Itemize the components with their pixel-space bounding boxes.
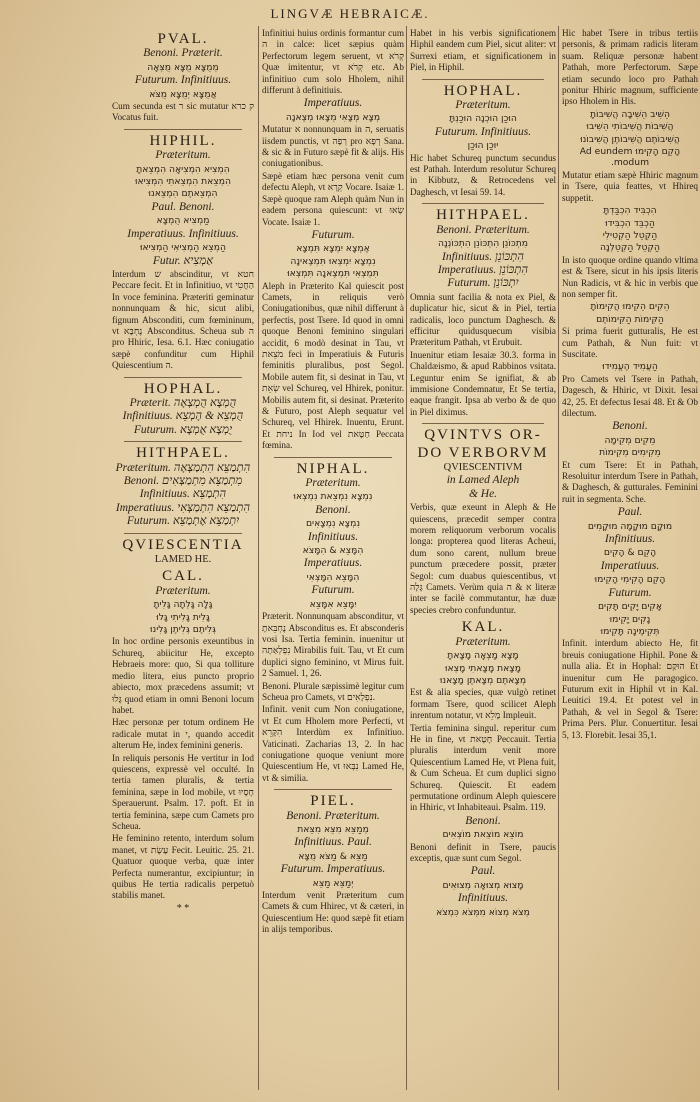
paragraph: Interdum ש abscinditur, vt חטא Peccare fecit. Et in Infinitiuo, vt הַחֲטִי In voce feminina. Præteriti geminatur nonnunquam & hic, sicut alibi, fignum Absconditi, cum fœmininum, vt נֶחְבָּא Absconditus. Scheua sub ה pro Hhiric, Iesa. 6.1. Hæc coniugatio sæpè confunditur cum Hiphil Quiescentium ה. (112, 268, 254, 371)
hebrew-line: נִמְצָא יִמְצְאוּ תִּמְצֶאינָה (290, 255, 376, 267)
hebrew-line: הִמָּצֵא & הִמָּצֹא (302, 545, 364, 557)
paragraph: In hoc ordine personis exeuntibus in Schureq, abiicitur He, excepto Hebraeis more: quo, Si qua tolliture medio litera, eius puncto proprio abiecto, mox præcedens assumit; vt גָּלוּ quod etiam in omni Benoni locum habet. (112, 636, 254, 715)
column-rule (406, 26, 407, 1090)
paragraph: Infinit. interdum abiecto He, fit breuis coniugatione Hiphil. Pone & nulla alia. Et in Hophal: הוּקַם Et inuenitur cum He paragogico. Futurum exit in Hiphil vt in Kal. Leuitici 19.4. Et potest vel in Pathah, & vel in Segol & Tsere: Prima Pers. Plur. Conuertitur. Iesai 5, 13. Florebit. Iesai 35,1. (562, 638, 698, 740)
hebrew-line: הַקְטֵל הַקְטִילִי (602, 229, 658, 241)
hebrew-line: הָקֵם הָקִימוּ Ad eundem modum. (579, 146, 681, 169)
hebrew-line: מִתְכּוֹנֵן הִתְכּוֹנֵן הִתְכּוֹנְנָה (437, 238, 528, 250)
divider (422, 79, 544, 80)
tense-heading: Præteritum. (305, 477, 361, 490)
page-mark: * * (176, 902, 190, 914)
tense-heading: Paul. (470, 865, 496, 878)
tense-heading: Futurum. (311, 228, 355, 241)
hebrew-line: גָּלִית גָּלִיתִי גָּלוּ (156, 611, 210, 623)
divider (124, 441, 242, 442)
hebrew-line: הֲשִׁיבוֹת הֲשִׁיבוֹתִי הֵשִׁיבוּ (586, 121, 674, 133)
hebrew-line: מוֹצֵא מוֹצֵאת מוֹצְאִים (442, 829, 524, 841)
column-rule (558, 26, 559, 1090)
paragraph: Pro Camets vel Tsere in Pathah, Dagesch, & Hhiric, vt Dixit. Iesai 42, 25. Et defectus Iesai 48. Et & Ob dilectum. (562, 373, 698, 418)
tense-row: Futurum. יִתְמַצֵּא אֶתְמַצֵּא (126, 515, 240, 528)
tense-heading: Præteritum. (155, 584, 211, 597)
hebrew-line: אָקִים יָקִים תָּקִים (597, 601, 663, 613)
tense-row: Infinitiuus. הִתְכּוֹנֵן (441, 250, 525, 263)
paragraph: Sæpè etiam hæc persona venit cum defectu Aleph, vt קְרָא Vocare. Isaiæ 1. Sæpè quoque ram Aleph quàm Nun in eadem persona quiescunt: vt שְׂאוּ Vocate. Isaiæ 1. (262, 170, 404, 227)
hebrew-line: הַכְבֵּד הִכְבִּידוּ (605, 217, 655, 229)
hebrew-line: מָצוּא מְצוּאָה מְצוּאִים (442, 879, 524, 891)
section-heading: NIPHAL. (296, 460, 370, 477)
divider (124, 377, 242, 378)
tense-heading: Futurum. (311, 584, 355, 597)
hebrew-line: מַצֵּא & מַצֹּא מֻצָּא (298, 850, 368, 862)
hebrew-line: מָצָא מָצְאָה מָצָאתָ (447, 650, 519, 662)
subheading: LAMED HE. (154, 554, 212, 566)
paragraph: Aleph in Præterito Kal quiescit post Camets, in reliquis verò Coniugationibus, quæ nihil differunt à perfectis, post Tsere. Id quod in omni quoque Benoni feminino singulari accidit, 6 modò desinat in Tau, vt מֹצֵאת feci in Imperatiuis & Futuris feminitis pluralibus, post Segol. Mobile autem fit, si desinat in Tau, vt שְׂאֵת vel Schureq, vel Hhirek, ponitur. Mobilis autem fit, si desinat. Præterito & Futuro, post Aleph sequatur vel Schureq, vel Hhirek. Inuentu, Erunt. Et ניחת In Iod vel חַטָּאת Peccata fœmina. (262, 280, 404, 451)
hebrew-line: מְצֹא מְצוֹא מִמְּצֹא כִּמְצֹא (436, 906, 530, 918)
tense-heading: Benoni. (612, 420, 648, 433)
hebrew-line: הָקֵם & הָקִים (603, 547, 657, 559)
hebrew-line: הִמְצֵאתֶם הִמְצֵאנוּ (148, 188, 218, 200)
divider (124, 129, 242, 130)
subheading: in Lamed Aleph (446, 474, 520, 487)
tense-heading: Futurum. (608, 586, 652, 599)
section-heading: HITHPAEL. (136, 445, 230, 462)
paragraph: In reliquis personis He vertitur in Iod quiescens, expressè vel occulté. In tertia tamen pluralis, & tertia feminina, sæpe in Iod mobile, vt חָסָיוּ Sperauerunt. Psalm. 17. poft. Et in tertia feminina, sæpe cum Camets pro Scheua. (112, 752, 254, 831)
hebrew-line: נִמְצָא נִמְצֵאת נִמְצְאוּ (293, 491, 373, 503)
divider (422, 423, 544, 424)
hebrew-line: הַקִּימוֹת הַקִּימוֹתֶם (596, 313, 664, 325)
tense-row: Infinitiuus. Paul. (294, 836, 372, 849)
hebrew-line: הַמְצֵא הַמְצִיאִי הַמְצִיאוּ (139, 242, 226, 254)
paragraph: Verbis, quæ exeunt in Aleph & He quiescens, præcedit semper contra morem reliquorum verborum vocalis longa: propterea quod literas Acheui, dum sono carent, nullum breue punctum præcedere possit, præter Segol: cum duabus quiescentibus, vt גָּלָה Camets. Verùm quia א & ה literæ inter se facilè commutantur, hæ duæ species crebro confunduntur. (410, 502, 556, 615)
hebrew-line: מֵקִימִים מְקִימוֹת (599, 447, 661, 459)
tense-row: Benoni. Præterit. (143, 47, 223, 60)
hebrew-line: נִמְצָא נִמְצָאִים (305, 518, 361, 530)
hebrew-line: הִכְבִּיד הִכְבַּדְתָּ (603, 205, 657, 217)
tense-row: Benoni. Præteritum. (436, 223, 530, 236)
divider (422, 203, 544, 204)
paragraph: Interdum venit Præteritum cum Camets & cum Hhirec, vt & cæteri, in Quiescentium He: quod sæpè fit etiam in alijs temporibus. (262, 890, 404, 935)
tense-row: Futurum. Imperatiuus. (280, 863, 386, 876)
tense-row: Futurum. יֻמְצָא אֻמְצָא (133, 423, 233, 436)
tense-row: Futurum. Infinitiuus. (434, 125, 532, 138)
section-heading: HOPHAL. (443, 82, 523, 99)
paragraph: Benoni. Plurale sæpissimè legitur cum Scheua pro Camets, vt נִפְלָאִים. (262, 680, 404, 702)
tense-row: Imperatiuus. הִתְמַצֵּא הִתְמַצְּאִי (115, 501, 251, 514)
paragraph: Tertia feminina singul. reperitur cum He in fine, vt חָטָאת Peccauit. Tertia pluralis interdum venit more Quiescentium Lamed He, vt Plena fuit, & Cum Scheua. Et cum duplici signo Schureq. Quiescit. Et eadem permutatione ordinum Aleph quiescere in Hhiric, vt Inhabiteaui. Psalm. 119. (410, 722, 556, 813)
paragraph: Hic habet Tsere in tribus tertiis personis, & primam radicis literam suam. Reliquæ personæ habent Pathah, more Perfectorum. Sæpe etiam secundo loco pro Pathah ponitur Hhiric magnum, sufficiente ipso Hholem in His. (562, 28, 698, 107)
hebrew-line: מוּקָם מוּקָמָה מוּקָמִים (587, 520, 673, 532)
column-1 (112, 28, 254, 1090)
tense-row: Imperatiuus. הִתְכּוֹנֵן (437, 263, 529, 276)
hebrew-line: הוּכַן הוּכְנָה הוּכַנְתָּ (449, 113, 517, 125)
paragraph: Omnia sunt facilia & nota ex Piel, & duplicatur hic, sicut & in Piel, tertia radicalis, loco punctum Daghesch. & efficitur quidusquecum visibia Præteritum Pathah, vt Erubuit. (410, 291, 556, 348)
tense-row: Imperatiuus. Infinitiuus. (127, 227, 239, 240)
hebrew-line: מְצָאתֶם מְצָאתֶן מָצָאנוּ (439, 674, 527, 686)
hebrew-line: תִּמְצְאִי תִּמְצֶאנָה תִּמְצְאוּ (287, 268, 379, 280)
paragraph: Hæc personæ per totum ordinem He radicale mutat in י, quando accedit alterum He, index feminini generis. (112, 717, 254, 751)
paragraph: Benoni definit in Tsere, paucis exceptis, quæ sunt cum Segol. (410, 841, 556, 863)
column-3 (410, 28, 556, 1090)
tense-row: Præteritum. הִתְמַצֵּא הִתְמַצְּאָה (115, 461, 251, 474)
tense-heading: Præteritum. (455, 635, 511, 648)
hebrew-line: מֵקִים מְקִימָה (604, 434, 656, 446)
section-heading: CAL. (162, 568, 204, 585)
hebrew-line: יְמַצֵּא מַצֵּא (312, 877, 354, 889)
tense-row: Benoni. Præteritum. (286, 809, 380, 822)
column-rule (258, 26, 259, 1090)
hebrew-line: הַקְטֵל הַקְטֵלְנָה (599, 242, 660, 254)
column-4 (562, 28, 698, 1090)
hebrew-line: נָקִים יָקִימוּ (609, 613, 651, 625)
section-heading: HITHPAEL. (436, 207, 530, 224)
paragraph: Inuenitur etiam Iesaiæ 30.3. forma in Chaldæismo, & apud Rabbinos vsitata. Leguntur enim Se ignifiat, & ab immisione Condemnatur, Et Se tertia, eaque frangit. Ipsa ab verbo & de quo in Piel diximus. (410, 349, 556, 417)
tense-row: Futurum. יִתְכּוֹנֵן (447, 277, 519, 290)
paragraph: Præterit. Nonnunquam absconditur, vt נֶחְבֵּאתָ Absconditus es. Et absconderis vosi Isa. Tertia feminin. inuenitur ut נִפְלְאַתָה Mirabilis fuit. Tau, vt Et cum duplici signo feminino, vt Mirus fuit. 2 Samuel. 1, 26. (262, 611, 404, 679)
hebrew-line: מַמְצִיא הֻמְצָא (156, 215, 210, 227)
paragraph: Mutatur etiam sæpè Hhiric magnum in Tsere, quia feattes, vt Hhireq suppetit. (562, 169, 698, 203)
paragraph: Est & alia species, quæ vulgò retinet formam Tsere, quod scilicet Aleph inrentum notatur, vt מָלֵא Impleuit. (410, 687, 556, 721)
hebrew-line: גָּלָה גָּלְתָה גָּלִיתָ (153, 599, 213, 611)
paragraph: Hic habet Schureq punctum secundus est Pathah. Interdum resolutur Schureq in Kibbutz, & Retrocedens vel Daghesch, vt Iesai 59. 14. (410, 152, 556, 197)
divider (274, 457, 392, 458)
hebrew-line: מְמַצֵּא מִצֵּא מִצֵּאת (297, 824, 369, 835)
paragraph: Et cum Tsere: Et in Pathah, Resoluitur interdum Tsere in Pathah, & Daghesch, & gutturales. Feminini ruit in segmenta. Sche. (562, 459, 698, 504)
hebrew-line: מְצָא מְצָאִי מְצָאוּ מְצֶאנָה (285, 111, 381, 123)
hebrew-line: יוּכַן הוּכַן (467, 140, 499, 152)
section-heading: PIEL. (310, 793, 356, 810)
section-heading: HIPHIL. (149, 132, 217, 149)
tense-row: Futurum. Infinitiuus. (134, 74, 232, 87)
section-heading: QVINTVS OR- (424, 427, 542, 444)
tense-heading: Benoni. (465, 814, 501, 827)
tense-row: Infinitiuus. הִתְמַצֵּא (139, 488, 227, 501)
tense-heading: Benoni. (315, 503, 351, 516)
section-heading: DO VERBORVM (417, 444, 549, 461)
paragraph: In isto quoque ordine quando vltima est & Tsere, sicut in his ipsis literis Nun Radicis, vt & hic in verbis que non semper fit. (562, 254, 698, 299)
tense-row: Infinitiuus. הֻמְצֵא & הָמְצֵא (122, 410, 244, 423)
paragraph: Habet in his verbis significationem Hiphil eandem cum Piel, sicut aliter: vt Surrexi etiam, et significationem in Piel, in Hiphil. (410, 28, 556, 73)
hebrew-line: אֲמֻצָּא יְמֻצָּא מֻצֹּא (149, 88, 217, 100)
section-heading: PVAL. (157, 31, 209, 47)
hebrew-line: הִמְצֵאת הִמְצֵאתִי הִמְצִיאוּ (134, 176, 232, 188)
divider (274, 789, 392, 790)
tense-row: Præterit. הֻמְצָא הֻמְצְאָה (129, 396, 237, 409)
hebrew-line: מְמֻצָּא מֻצָּא מֻצְּאָה (147, 61, 219, 73)
tense-heading: Infinitiuus. (604, 533, 656, 546)
hebrew-line: יִמָּצֵא אִמָּצֵא (309, 598, 357, 610)
subheading: QVIESCENTIVM (443, 462, 523, 473)
paragraph: Infinit. venit cum Non coniugatione, vt Et cum Hholem more Perfecti, vt הִקָּרֵא Interdùm ex Infinitiuo. Vaticinati. Zacharias 13, 2. In hac coniugatione quoque veniunt more Quiescentium He, vt נִבְּאוּ Lamed He, vt & similia. (262, 704, 404, 783)
section-heading: HOPHAL. (143, 380, 223, 397)
hebrew-line: הֵשִׁיב הֵשִׁיבָה הֲשִׁיבוֹתָ (589, 108, 671, 120)
hebrew-line: תְּקִימֶינָה תָּקִימוּ (600, 625, 660, 637)
hebrew-line: מָצָאת מָצָאתִי מָצְאוּ (445, 662, 521, 674)
subheading: & He. (468, 487, 498, 500)
hebrew-line: אֶמְצָא יִמְצָא תִּמְצָא (296, 243, 370, 255)
tense-row: Paul. Benoni. (151, 200, 215, 213)
paragraph: He feminino retento, interdum solum manet, vt עָשָׂת Fecit. Leuitic. 25. 21. Quatuor quoque verba, quæ inter Perfecta numerantur, excipiuntur; in quibus He tertia radicalis perpetuò stabilis manet. (112, 833, 254, 901)
section-heading: QVIESCENTIA (122, 536, 244, 553)
hebrew-line: הָקֵם הָקִימִי הָקִימוּ (594, 574, 666, 586)
hebrew-line: הַעֲמִיד הֶעֱמִידוּ (602, 361, 658, 373)
tense-heading: Imperatiuus. (600, 559, 660, 572)
column-2 (262, 28, 404, 1090)
tense-heading: Imperatiuus. (303, 97, 363, 110)
hebrew-line: הִמָּצֵא הִמָּצְאִי (306, 571, 360, 583)
tense-heading: Infinitiuus. (457, 892, 509, 905)
tense-row: Futur. אַמְצִיא (152, 254, 214, 267)
hebrew-line: הִמְצִיא הִמְצִיאָה הִמְצֵאתָ (136, 163, 230, 175)
paragraph: Mutatur א nonnunquam in ה, seruatis iisdem punctis, vt רְפָה pro רְפָא Sana. & sic & in Futuro sæpè fit & alijs. His coniugationibus. (262, 124, 404, 169)
running-header: LINGVÆ HEBRAICÆ. (270, 6, 430, 21)
paragraph: Si prima fuerit gutturalis, He est cum Pathah, & Nun fuit: vt Suscitate. (562, 326, 698, 359)
section-heading: KAL. (461, 619, 505, 636)
hebrew-line: גְּלִיתֶם גְּלִיתֶן גָּלִינוּ (150, 624, 216, 636)
paragraph: Cum secunda est ר sic mutatur ק כרא Vocatus fuit. (112, 101, 254, 123)
paragraph: Infinitiui huius ordinis formantur cum ה in calce: licet sæpius quàm Perfectorum legem seruent, vt קְרֹא Quæ imitentur, vt קְרֹא etc. Ab infinitiuo cum solo Hholem, nihil differunt à definitiuis. (262, 28, 404, 96)
tense-heading: Præteritum. (155, 149, 211, 162)
tense-heading: Infinitiuus. (307, 530, 359, 543)
divider (124, 533, 242, 534)
tense-heading: Imperatiuus. (303, 557, 363, 570)
tense-row: Benoni. מִתְמַצֵּא מִתְמַצְּאִים (123, 475, 243, 487)
hebrew-line: הֵקִים הֵקִימוּ הֲקִימוֹתָ (590, 301, 670, 313)
hebrew-line: הֲשִׁיבוֹתֶם הֲשִׁיבוֹתֶן הֲשִׁיבוֹנוּ (580, 133, 680, 145)
tense-heading: Præteritum. (455, 99, 511, 112)
tense-heading: Paul. (617, 506, 643, 519)
